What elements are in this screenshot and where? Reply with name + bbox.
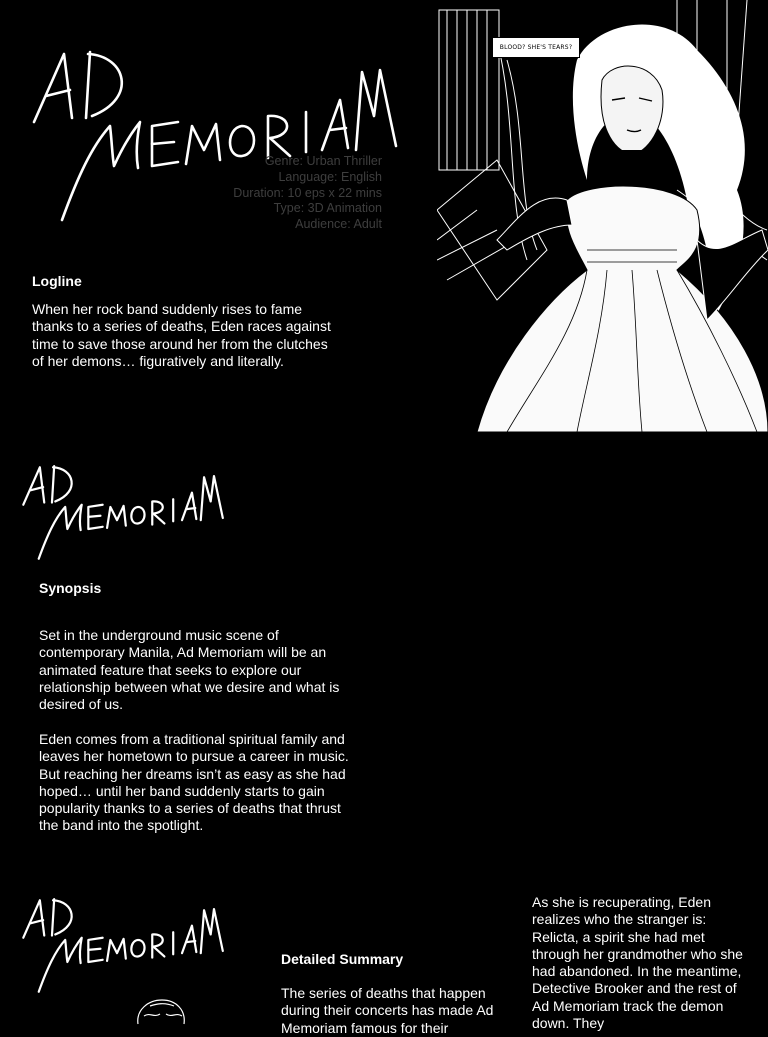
meta-genre: Genre: Urban Thriller	[264, 154, 382, 168]
title-logo-small-2	[20, 895, 225, 997]
synopsis-heading: Synopsis	[39, 580, 102, 596]
synopsis-paragraph-1: Set in the underground music scene of contemporary Manila, Ad Memoriam will be an animated feature that seeks to explore our relationship between what we desire and what is desired of us.	[39, 627, 340, 713]
speech-bubble: BLOOD? SHE'S TEARS?	[492, 37, 580, 58]
logline-heading: Logline	[32, 273, 82, 289]
meta-duration: Duration: 10 eps x 22 mins	[233, 185, 382, 200]
illustration-art	[437, 0, 768, 432]
meta-info	[200, 154, 382, 233]
title-logo-large-text: AD MEMORIAM	[28, 33, 145, 50]
illustration	[437, 0, 768, 432]
synopsis-paragraph-2: Eden comes from a traditional spiritual family and leaves her hometown to pursue a career in music. But reaching her dreams isn’t as easy as she had hoped… until her band suddenly starts to gain popularity thanks to a series of deaths that thrust the band into the spotlight.	[39, 731, 349, 834]
meta-language: Language: English	[278, 169, 382, 184]
title-logo-small-1	[20, 462, 225, 564]
character-sketch	[130, 996, 194, 1024]
detailed-summary-text: The series of deaths that happen during their concerts has made Ad Memoriam famous for their	[281, 985, 494, 1036]
meta-audience: Audience: Adult	[295, 217, 382, 232]
detailed-summary-heading: Detailed Summary	[281, 951, 404, 967]
right-column-text: As she is recuperating, Eden realizes who the stranger is: Relicta, a spirit she had met through her grandmother who she had abandoned. In the meantime, Detective Brooker and the rest of Ad Memoriam track the demon down. They	[532, 894, 743, 1032]
logline-text: When her rock band suddenly rises to fame thanks to a series of deaths, Eden races against time to save those around her from the clutches of her demons… figuratively and literally.	[32, 301, 331, 369]
meta-type: Type: 3D Animation	[273, 201, 382, 216]
